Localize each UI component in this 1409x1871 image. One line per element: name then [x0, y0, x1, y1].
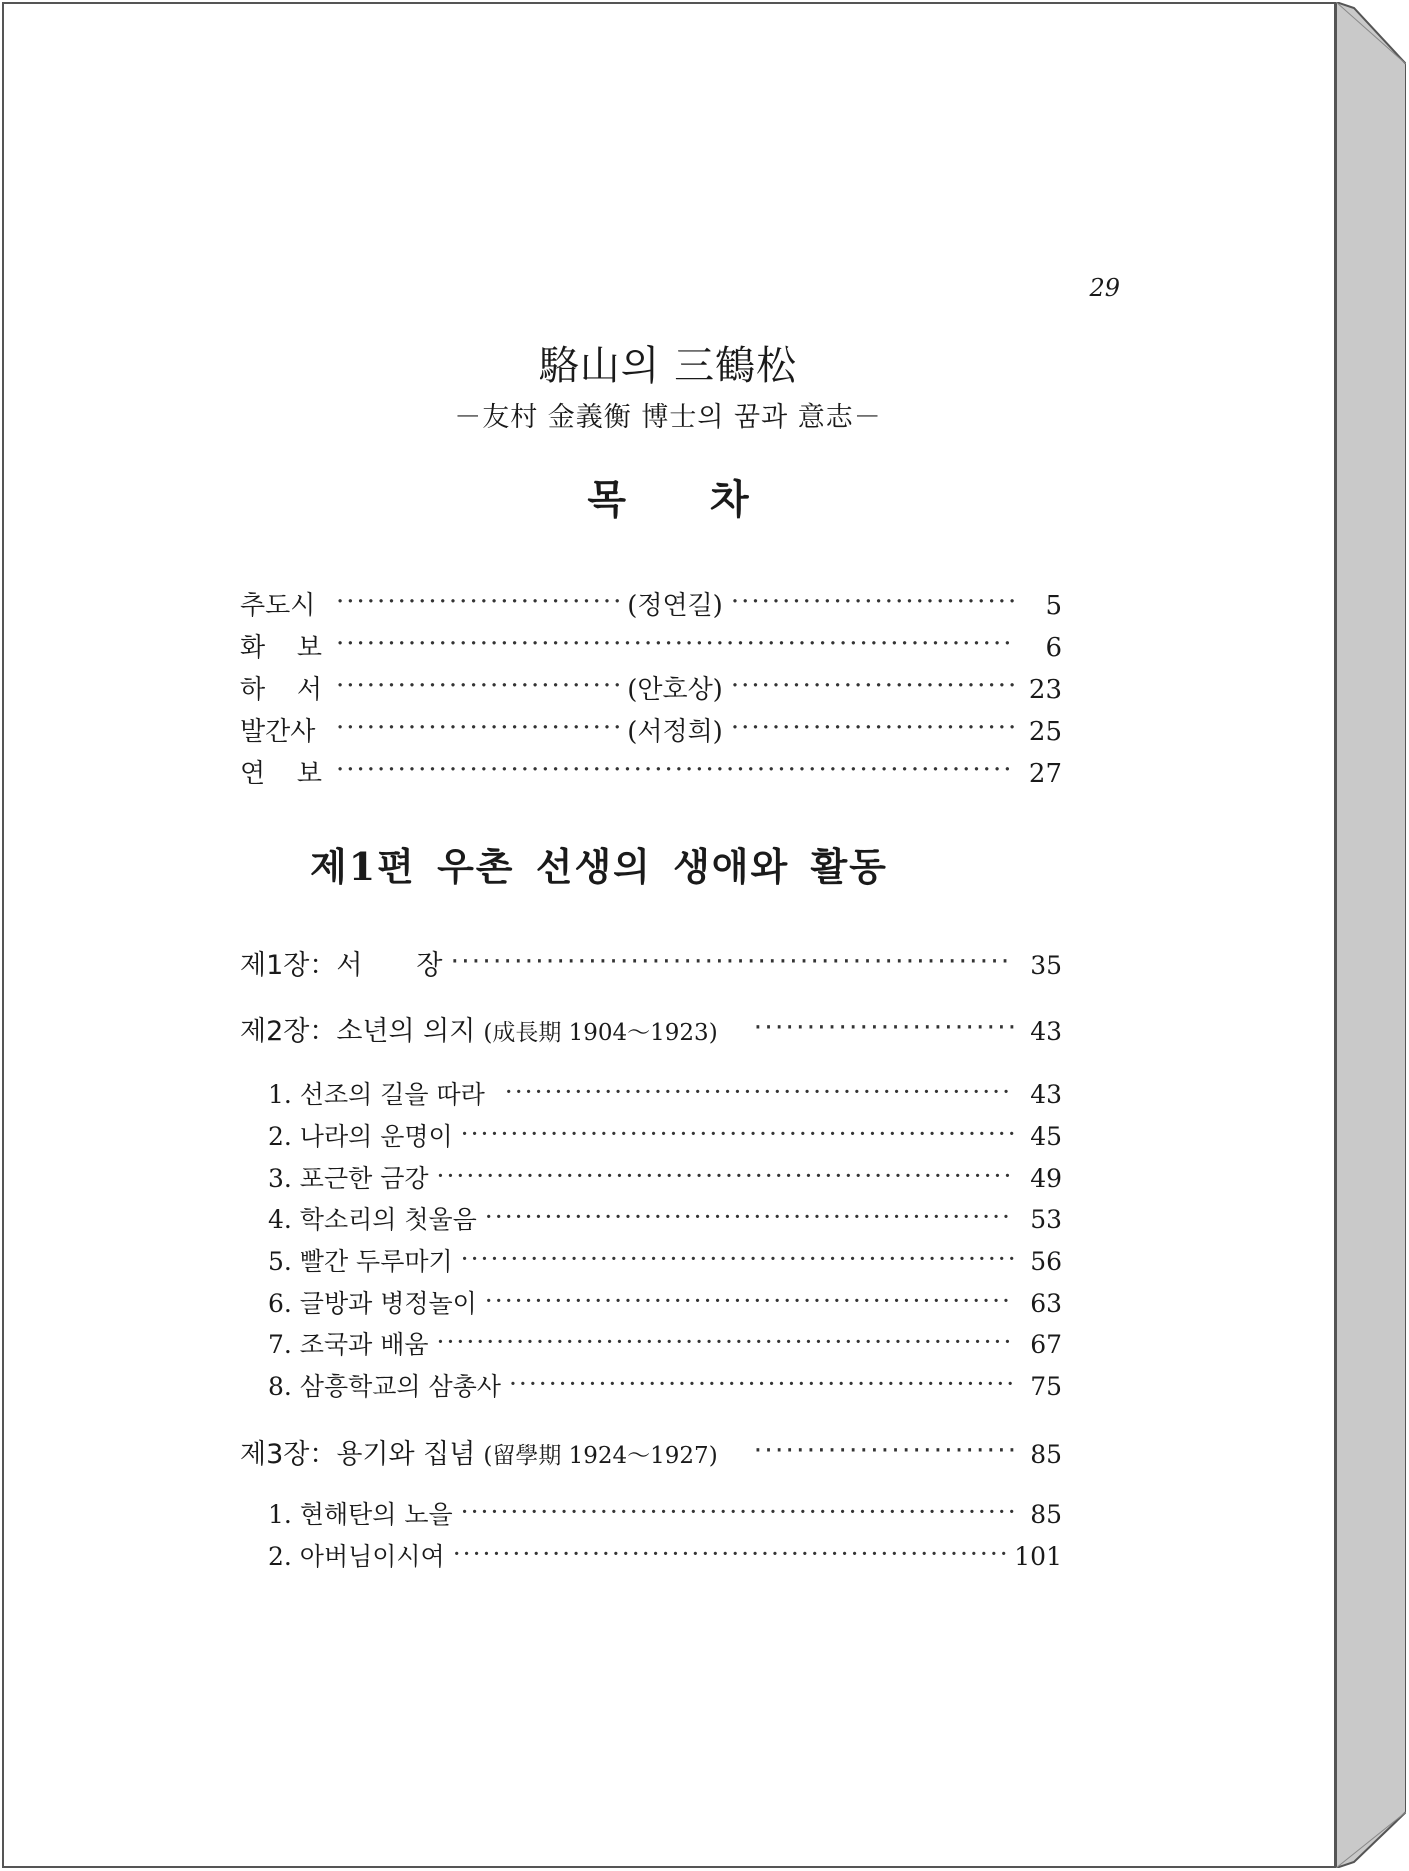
toc-section-row — [268, 1117, 1062, 1153]
toc-leader-dots — [437, 1162, 1015, 1187]
toc-leader-dots — [731, 714, 1014, 740]
toc-section-page: 67 — [1030, 1330, 1062, 1359]
toc-section-label: 1. 현해탄의 노을 — [268, 1500, 453, 1529]
toc-section-row — [268, 1537, 1062, 1573]
toc-section-row — [268, 1284, 1062, 1320]
toc-leader-dots — [505, 1078, 1014, 1103]
toc-front-author: (정연길) — [627, 591, 723, 621]
toc-section-row — [268, 1242, 1062, 1278]
toc-section-label: 1. 선조의 길을 따라 — [268, 1080, 485, 1109]
toc-section-page: 45 — [1030, 1122, 1062, 1151]
toc-section-row — [268, 1325, 1062, 1361]
toc-section-label: 2. 아버님이시여 — [268, 1542, 445, 1571]
toc-leader-dots — [731, 588, 1014, 614]
toc-front-page: 27 — [1028, 759, 1062, 789]
toc-leader-dots — [336, 672, 619, 698]
toc-leader-dots — [461, 1245, 1014, 1270]
toc-section-label: 5. 빨간 두루마기 — [268, 1247, 453, 1276]
book-subtitle: －友村 金義衡 博士의 꿈과 意志－ — [454, 402, 882, 433]
toc-section-label: 7. 조국과 배움 — [268, 1330, 429, 1359]
toc-leader-dots — [336, 588, 619, 614]
toc-leader-dots — [437, 1328, 1015, 1353]
toc-leader-dots — [461, 1498, 1014, 1523]
book-page — [2, 2, 1336, 1868]
toc-chapter-row — [240, 1432, 1062, 1471]
toc-chapter-period: (成長期 1904～1923) — [483, 1020, 718, 1046]
toc-chapter-page: 43 — [1030, 1017, 1062, 1046]
toc-section-page: 53 — [1030, 1205, 1062, 1234]
toc-section-page: 49 — [1030, 1164, 1062, 1193]
toc-chapter-row — [240, 1009, 1062, 1048]
book-title: 駱山의 三鶴松 — [538, 343, 798, 389]
toc-front-page: 25 — [1028, 717, 1062, 747]
toc-leader-dots — [509, 1370, 1014, 1395]
toc-section-page: 43 — [1030, 1080, 1062, 1109]
toc-front-row — [240, 753, 1062, 790]
toc-chapter-row — [240, 943, 1062, 982]
toc-chapter-page: 35 — [1030, 951, 1062, 980]
toc-leader-dots — [485, 1203, 1014, 1228]
part-heading: 제1편 우촌 선생의 생애와 활동 — [310, 844, 888, 889]
toc-section-row — [268, 1159, 1062, 1195]
toc-front-page: 5 — [1045, 591, 1062, 621]
toc-section-page: 85 — [1030, 1500, 1062, 1529]
toc-leader-dots — [453, 1540, 1007, 1565]
toc-front-row — [240, 585, 1062, 622]
toc-front-page: 23 — [1028, 675, 1062, 705]
toc-leader-dots — [731, 672, 1014, 698]
toc-front-label: 화 보 — [240, 633, 322, 663]
toc-front-row — [240, 669, 1062, 706]
toc-leader-dots — [336, 756, 1014, 782]
toc-front-label: 연 보 — [240, 759, 322, 789]
page-number: 29 — [1089, 274, 1120, 302]
toc-chapter-label: 제3장：용기와 집념 — [240, 1439, 476, 1470]
toc-leader-dots — [485, 1287, 1014, 1312]
toc-front-author: (안호상) — [627, 675, 723, 705]
toc-leader-dots — [461, 1120, 1014, 1145]
toc-section-page: 101 — [1014, 1542, 1062, 1571]
toc-leader-dots — [336, 630, 1014, 656]
toc-section-row — [268, 1495, 1062, 1531]
toc-section-label: 4. 학소리의 첫울음 — [268, 1205, 477, 1234]
toc-leader-dots — [754, 1013, 1014, 1040]
toc-front-page: 6 — [1045, 633, 1062, 663]
toc-section-label: 3. 포근한 금강 — [268, 1164, 429, 1193]
toc-front-label: 발간사 — [240, 717, 316, 747]
toc-heading: 목 차 — [587, 476, 749, 523]
toc-section-page: 75 — [1030, 1372, 1062, 1401]
toc-section-page: 56 — [1030, 1247, 1062, 1276]
toc-section-label: 6. 글방과 병정놀이 — [268, 1289, 477, 1318]
toc-section-row — [268, 1367, 1062, 1403]
toc-chapter-page: 85 — [1030, 1440, 1062, 1469]
toc-leader-dots — [336, 714, 619, 740]
toc-leader-dots — [754, 1436, 1014, 1463]
toc-leader-dots — [451, 947, 1014, 974]
toc-section-label: 2. 나라의 운명이 — [268, 1122, 453, 1151]
toc-section-label: 8. 삼흥학교의 삼총사 — [268, 1372, 501, 1401]
toc-section-row — [268, 1075, 1062, 1111]
toc-chapter-label: 제2장：소년의 의지 — [240, 1016, 476, 1047]
toc-front-author: (서정희) — [627, 717, 723, 747]
toc-section-page: 63 — [1030, 1289, 1062, 1318]
toc-chapter-period: (留學期 1924～1927) — [483, 1443, 718, 1469]
toc-front-label: 하 서 — [240, 675, 322, 705]
book-page-edge — [1336, 2, 1406, 1868]
toc-chapter-label: 제1장：서 장 — [240, 950, 443, 981]
toc-front-row — [240, 627, 1062, 664]
toc-section-row — [268, 1200, 1062, 1236]
toc-front-row — [240, 711, 1062, 748]
toc-front-label: 추도시 — [240, 591, 316, 621]
